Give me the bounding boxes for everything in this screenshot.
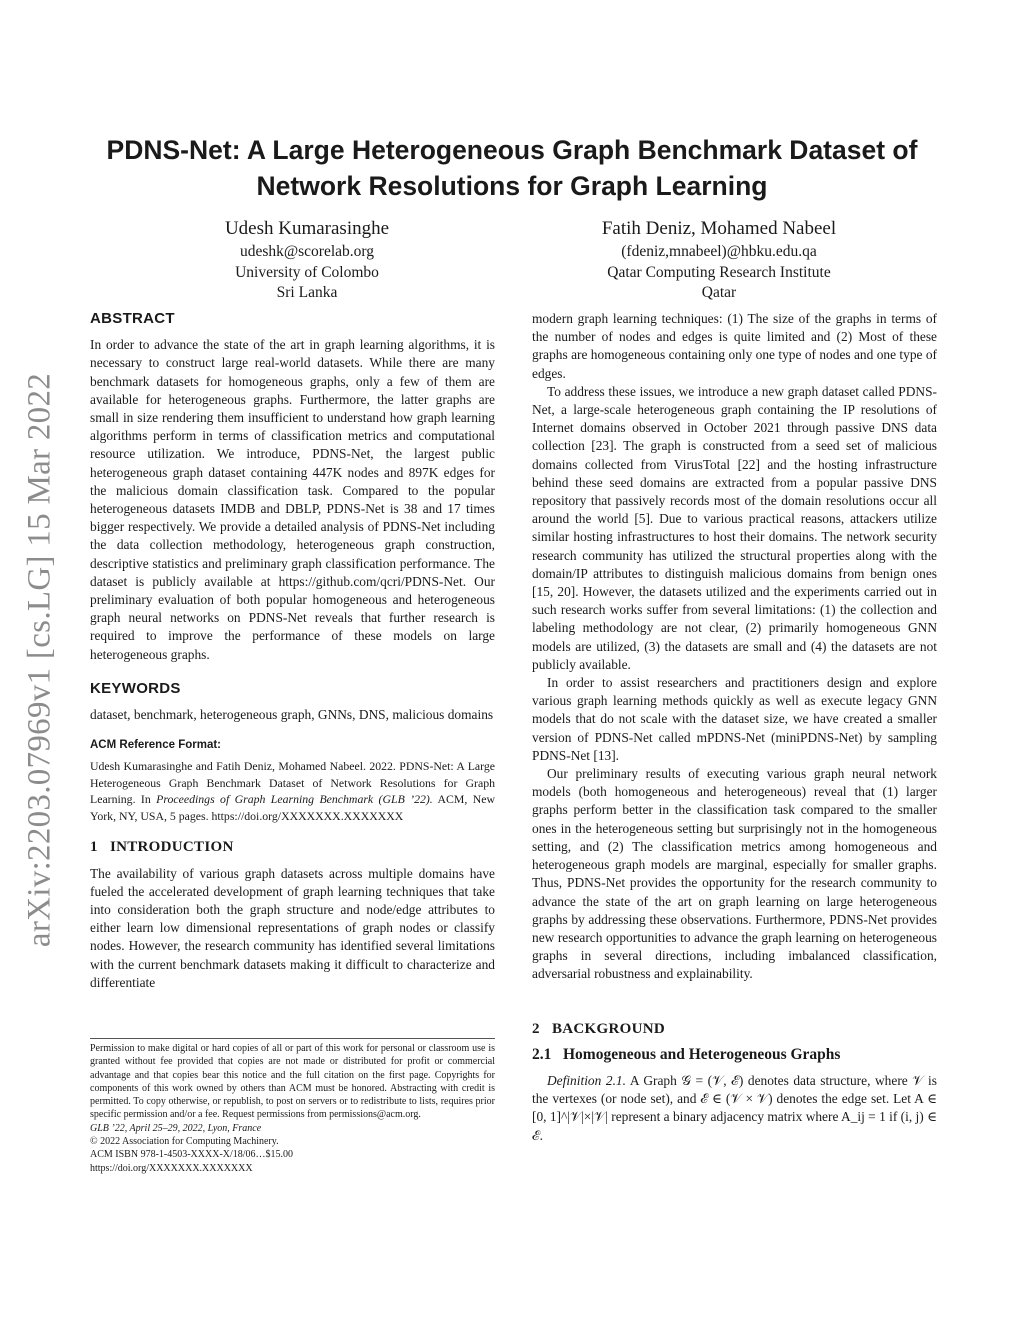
author-block-1 [127,216,487,304]
author-affiliation: Qatar Computing Research Institute [607,263,831,281]
intro-paragraph-1: The availability of various graph datasets across multiple domains have fueled the accelerated development of graph learning techniques that take into consideration both the graph structure and node/edge attributes to either learn low dimensional representations of graph nodes or classify nodes. However, the research community has identified several limitations with the current benchmark datasets making it difficult to characterize and differentiate [90,865,495,990]
author-block-2 [539,216,899,304]
paper-title: PDNS-Net: A Large Heterogeneous Graph Benchmark Dataset of Network Resolutions for Graph Learning [106,135,918,201]
conference-info: GLB ’22, April 25–29, 2022, Lyon, France [90,1122,262,1134]
abstract-text: In order to advance the state of the art in graph learning algorithms, it is necessary to construct large real-world datasets. While there are many benchmark datasets for homogeneous graphs, only a few of them are available for heterogeneous graphs. Furthermore, the latter graphs are small in size rendering them insufficient to understand how graph learning algorithms perform in terms of classification metrics and computational resource utilization. We introduce, PDNS-Net, the largest public heterogeneous graph dataset containing 447K nodes and 897K edges for the malicious domain classification task. Compared to the popular heterogeneous datasets IMDB and DBLP, PDNS-Net is 38 and 17 times bigger respectively. We provide a detailed analysis of PDNS-Net including the data collection methodology, heterogeneous graph construction, descriptive statistics and preliminary graph classification performance. The dataset is publicly available at https://github.com/qcri/PDNS-Net. Our preliminary evaluation of both popular homogeneous and heterogeneous graph neural networks on PDNS-Net reveals that further research is required to improve the performance of these models on large heterogeneous graphs. [90,337,495,662]
intro-paragraph-3: In order to assist researchers and practitioners design and explore various graph learning methods quickly as well as execute legacy GNN models that do not scale with the dataset size, we have created a smaller version of PDNS-Net called mPDNS-Net (miniPDNS-Net) by sampling PDNS-Net [13]. [532,675,937,763]
abstract-heading: ABSTRACT [90,310,175,327]
acm-reference-heading: ACM Reference Format: [90,739,221,752]
author-email[interactable]: udeshk@scorelab.org [239,243,375,260]
intro-paragraph-2: To address these issues, we introduce a new graph dataset called PDNS-Net, a large-scale heterogeneous graph containing the IP resolutions of Internet domains observed in October 2021 through passive DNS data collection [23]. The graph is constructed from a seed set of malicious domains collected from VirusTotal [22] and the hosting infrastructure behind these seed domains are extracted from a popular passive DNS repository that passively records most of the domain resolutions occur all around the world [5]. Due to various practical reasons, attackers utilize similar hosting infrastructures to host their domains. The network security research community has utilized the structural properties along with the domain/IP attributes to distinguish malicious domains from benign ones [15, 20]. However, the datasets utilized and the experiments carried out in such research works suffer from several limitations: (1) the collection and labeling methodology are not clear, (2) primarily homogeneous GNN models are utilized, (3) the datasets are small and (4) the datasets are not publicly available. [532,383,937,672]
keywords-text: dataset, benchmark, heterogeneous graph, GNNs, DNS, malicious domains [90,707,494,723]
section-title: INTRODUCTION [109,839,234,856]
left-column [90,310,495,992]
definition-text: A Graph 𝒢 = (𝒱, ℰ) denotes data structure, where 𝒱 is the vertexes (or node set), and ℰ ∈ (𝒱 × 𝒱) denotes the edge set. Let A ∈ [0, 1]^|𝒱|×|𝒱| represent a binary adjacency matrix where A_ij = 1 if (i, j) ∈ ℰ. [532,1072,937,1143]
right-column [532,310,937,1145]
intro-heading [90,838,495,856]
permission-notice: Permission to make digital or hard copies of all or part of this work for personal or classroom use is granted without fee provided that copies are not made or distributed for profit or commercial advantage and that copies bear this notice and the full citation on the first page. Copyrights for components of this work owned by others than ACM must be honored. Abstracting with credit is permitted. To copy otherwise, or republish, to post on servers or to redistribute to lists, requires prior specific permission and/or a fee. Request permissions from permissions@acm.org. [90,1043,495,1121]
acm-reference-publisher: ACM, New York, NY, USA, 5 pages. https://doi.org/XXXXXXX.XXXXXXX [90,792,495,823]
arxiv-stamp: arXiv:2203.07969v1 [cs.LG] 15 Mar 2022 [21,372,58,948]
author-country: Sri Lanka [276,284,338,301]
acm-reference-venue: Proceedings of Graph Learning Benchmark (GLB ’22). [156,792,433,807]
keywords-heading: KEYWORDS [90,679,181,697]
author-name: Fatih Deniz, Mohamed Nabeel [601,218,837,239]
author-email[interactable]: (fdeniz,mnabeel)@hbku.edu.qa [621,243,817,260]
author-country: Qatar [701,284,737,301]
acm-reference-authors: Udesh Kumarasinghe and Fatih Deniz, Mohamed Nabeel. 2022. PDNS-Net: A Large Heterogeneous Graph Benchmark Dataset of Network Resolutions for Graph Learning. In [90,759,495,807]
background-heading [532,1020,937,1038]
author-affiliation: University of Colombo [235,263,379,281]
definition-2-1 [532,1072,937,1145]
copyright-line: © 2022 Association for Computing Machinery. [90,1136,279,1148]
section-number: 1 [90,839,98,856]
definition-label: Definition 2.1. [547,1072,626,1088]
section-number: 2 [532,1020,540,1037]
subsection-number: 2.1 [532,1045,552,1063]
copyright-footnote [90,1038,495,1175]
section-title: BACKGROUND [551,1020,665,1037]
doi-link[interactable]: https://doi.org/XXXXXXX.XXXXXXX [90,1162,253,1174]
author-name: Udesh Kumarasinghe [224,218,390,239]
intro-paragraph-4: Our preliminary results of executing various graph neural network models (both homogeneous and heterogeneous) reveal that (1) larger graphs perform better in the classification task compared to the smaller ones in the heterogeneous setting but surprisingly not in the homogeneous setting, and (2) The classification metrics among homogeneous and heterogeneous graph models are marginal, especially for smaller graphs. Thus, PDNS-Net provides the opportunity for the research community to advance the state of the art on graph learning on large heterogeneous graphs by addressing these observations. Furthermore, PDNS-Net provides new research opportunities to advance the graph learning on heterogeneous graphs in several directions, including imbalanced classification, adversarial robustness and explainability. [532,766,937,982]
isbn-line: ACM ISBN 978-1-4503-XXXX-X/18/06…$15.00 [90,1149,294,1161]
intro-paragraph-1-continued: modern graph learning techniques: (1) The size of the graphs in terms of the number of nodes and edges is quite limited and (2) Most of these graphs are homogeneous containing only one type of nodes and one type of edges. [532,311,937,381]
acm-reference-text [90,758,495,824]
subsection-title: Homogeneous and Heterogeneous Graphs [563,1045,841,1063]
subsection-heading [532,1046,937,1064]
